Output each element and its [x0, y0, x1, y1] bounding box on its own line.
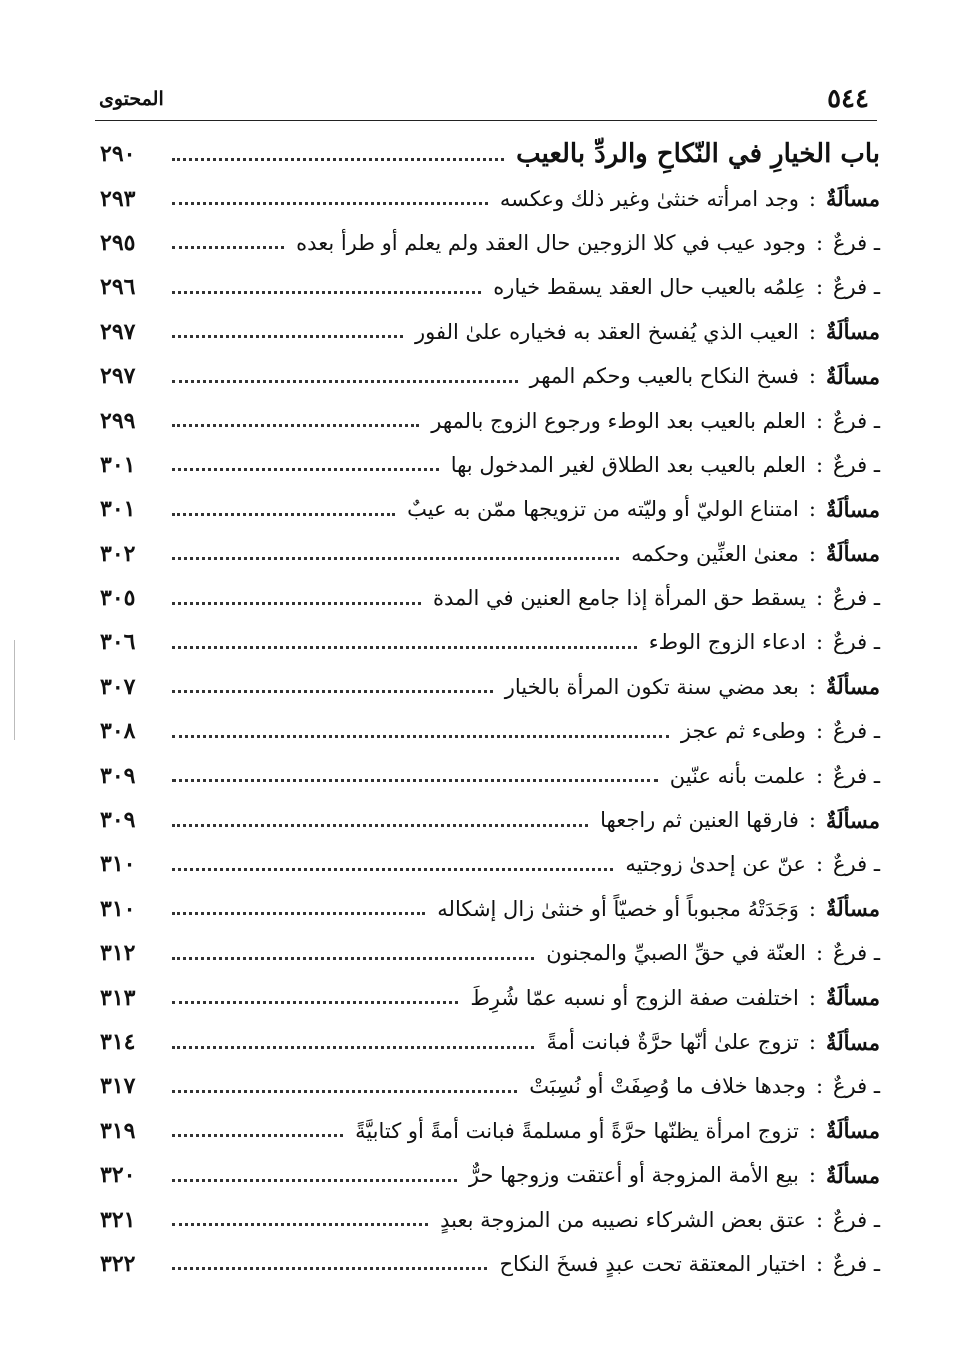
entry-title: عِلمُه بالعيب حال العقد يسقط خياره [493, 275, 806, 300]
branch-marker: ـ فرعٌ [833, 1207, 880, 1232]
dot-leader [172, 957, 534, 960]
toc-entry [100, 887, 880, 931]
entry-title: اختلفت صفة الزوج أو نسبه عمّا شُرِطَ [470, 985, 799, 1010]
colon-separator: : [808, 896, 816, 921]
issue-marker: مسألَةٌ [825, 319, 880, 345]
dot-leader [172, 246, 284, 249]
entry-title: فسخ النكاح بالعيب وحكم المهر [529, 364, 799, 389]
branch-marker: ـ فرعٌ [833, 230, 880, 255]
issue-marker: مسألَةٌ [825, 985, 880, 1011]
colon-separator: : [815, 1251, 824, 1276]
colon-separator: : [815, 763, 824, 788]
entry-title: العلم بالعيب بعد الوطء ورجوع الزوج بالمهر [431, 408, 806, 433]
issue-marker: مسألَةٌ [825, 674, 880, 700]
dot-leader [172, 1134, 343, 1137]
dot-leader [172, 1090, 517, 1093]
colon-separator: : [808, 364, 816, 389]
entry-title: وطىء ثم عجز [680, 719, 806, 744]
colon-separator: : [808, 1030, 816, 1054]
toc-entry [100, 443, 880, 487]
page-ref: ٣٠١ [100, 451, 136, 478]
toc-entry [100, 975, 880, 1019]
toc-entry [100, 221, 880, 265]
colon-separator: : [808, 674, 816, 699]
entry-title: بعد مضي سنة تكون المرأة بالخيار [504, 674, 799, 699]
colon-separator: : [815, 719, 824, 744]
branch-marker: ـ فرعٌ [833, 630, 880, 655]
toc-entry [100, 576, 880, 620]
dot-leader [172, 1267, 487, 1270]
colon-separator: : [815, 852, 824, 877]
page-ref: ٢٩٧ [100, 363, 136, 390]
entry-title: علمت بأنه عنّين [669, 763, 806, 788]
branch-marker: ـ فرعٌ [833, 452, 880, 477]
branch-marker: ـ فرعٌ [833, 1251, 880, 1276]
colon-separator: : [815, 941, 824, 966]
issue-marker: مسألَةٌ [825, 1029, 880, 1055]
dot-leader [172, 912, 425, 915]
dot-leader [172, 646, 637, 649]
dot-leader [172, 1179, 457, 1182]
toc-entry [100, 1020, 880, 1064]
page-ref: ٣٠٩ [100, 807, 136, 834]
page-ref: ٣٠٩ [100, 762, 136, 789]
entry-title: ادعاء الزوج الوطء [648, 630, 806, 655]
colon-separator: : [815, 1074, 824, 1099]
dot-leader [172, 335, 403, 338]
page-ref: ٣٢٢ [100, 1250, 136, 1277]
toc-entry [100, 1153, 880, 1197]
page-header [95, 80, 877, 121]
toc-entry [100, 354, 880, 398]
entry-title: العنّة في حقِّ الصبيِّ والمجنون [546, 941, 806, 966]
toc-entry [100, 665, 880, 709]
dot-leader [172, 735, 669, 738]
toc-entry [100, 931, 880, 975]
colon-separator: : [808, 985, 816, 1010]
toc-entry [100, 176, 880, 220]
branch-marker: ـ فرعٌ [833, 275, 880, 300]
colon-separator: : [808, 541, 816, 566]
toc-entry [100, 1064, 880, 1108]
entry-title: العيب الذي يُفسخ العقد به فخياره علىٰ الفور [414, 319, 799, 344]
issue-marker: مسألَةٌ [825, 1118, 880, 1144]
page-ref: ٣١٧ [100, 1073, 136, 1100]
page-ref: ٣١٠ [100, 895, 136, 922]
colon-separator: : [815, 408, 824, 433]
toc-entry [100, 753, 880, 797]
page-ref: ٣٠٧ [100, 673, 136, 700]
colon-separator: : [815, 230, 824, 255]
page-ref: ٢٩٩ [100, 407, 136, 434]
toc-entry [100, 842, 880, 886]
toc-entry [100, 532, 880, 576]
dot-leader [172, 158, 504, 161]
margin-line [14, 640, 15, 740]
branch-marker: ـ فرعٌ [833, 586, 880, 611]
toc-entry [100, 398, 880, 442]
issue-marker: مسألَةٌ [825, 896, 880, 922]
page-ref: ٣٢٠ [100, 1162, 136, 1189]
page-ref: ٢٩٦ [100, 274, 136, 301]
toc-entry [100, 265, 880, 309]
toc-entry [100, 310, 880, 354]
toc-entry [100, 620, 880, 664]
branch-marker: ـ فرعٌ [833, 852, 880, 877]
chapter-title: باب الخيارِ في النّكاحِ والردِّ بالعيب [516, 139, 880, 170]
dot-leader [172, 690, 493, 693]
dot-leader [172, 291, 481, 294]
entry-title: العلم بالعيب بعد الطلاق لغير المدخول بها [450, 452, 806, 477]
colon-separator: : [808, 808, 816, 833]
colon-separator: : [808, 186, 816, 211]
colon-separator: : [815, 630, 824, 655]
branch-marker: ـ فرعٌ [833, 1074, 880, 1099]
toc-entry [100, 709, 880, 753]
issue-marker: مسألَةٌ [825, 186, 880, 212]
table-of-contents [100, 132, 880, 1286]
dot-leader [172, 868, 613, 871]
page-ref: ٢٩٣ [100, 185, 136, 212]
toc-entry [100, 1109, 880, 1153]
page-ref: ٢٩٥ [100, 229, 136, 256]
dot-leader [172, 1046, 534, 1049]
colon-separator: : [815, 275, 824, 300]
branch-marker: ـ فرعٌ [833, 941, 880, 966]
page-ref: ٣١٢ [100, 940, 136, 967]
page-ref: ٢٩٠ [100, 141, 136, 168]
page-ref: ٣٢١ [100, 1206, 136, 1233]
dot-leader [172, 424, 419, 427]
colon-separator: : [815, 1207, 824, 1232]
colon-separator: : [815, 586, 824, 611]
dot-leader [172, 824, 588, 827]
colon-separator: : [808, 497, 816, 522]
entry-title: وجد امرأته خنثىٰ وغير ذلك وعكسه [499, 186, 799, 211]
entry-title: بيع الأمة المزوجة أو أعتقت وزوجها حرٌّ [468, 1163, 799, 1188]
dot-leader [172, 602, 421, 605]
entry-title: وَجَدَتْهُ مجبوباً أو خصيّاً أو خنثىٰ زال إشكاله [437, 896, 799, 921]
branch-marker: ـ فرعٌ [833, 763, 880, 788]
entry-title: وجود عيب في كلا الزوجين حال العقد ولم يعلم أو طرأ بعده [296, 230, 806, 255]
colon-separator: : [808, 319, 816, 344]
page-ref: ٣١٩ [100, 1117, 136, 1144]
dot-leader [172, 779, 658, 782]
toc-entry [100, 1242, 880, 1286]
dot-leader [172, 1223, 428, 1226]
issue-marker: مسألَةٌ [825, 541, 880, 567]
chapter-heading-row [100, 132, 880, 176]
toc-entry [100, 798, 880, 842]
toc-entry [100, 487, 880, 531]
entry-title: اختيار المعتقة تحت عبدٍ فسخَ النكاح [499, 1251, 806, 1276]
page-ref: ٣١٠ [100, 851, 136, 878]
issue-marker: مسألَةٌ [825, 807, 880, 833]
dot-leader [172, 202, 488, 205]
entry-title: وجدها خلاف ما وُصِفَتْ أو نُسِبَتْ [529, 1074, 806, 1099]
colon-separator: : [815, 452, 824, 477]
dot-leader [172, 557, 619, 560]
issue-marker: مسألَةٌ [825, 363, 880, 389]
issue-marker: مسألَةٌ [825, 496, 880, 522]
entry-title: فارقها العنين ثم راجعها [600, 808, 799, 833]
entry-title: عتق بعض الشركاء نصيبه من المزوجة بعبدٍ [440, 1207, 806, 1232]
page-ref: ٣٠٢ [100, 540, 136, 567]
colon-separator: : [808, 1118, 816, 1143]
page-ref: ٣١٤ [100, 1029, 136, 1055]
page-ref: ٣٠٥ [100, 585, 136, 612]
dot-leader [172, 380, 518, 383]
issue-marker: مسألَةٌ [825, 1162, 880, 1188]
dot-leader [172, 468, 439, 471]
page-number: ٥٤٤ [827, 84, 869, 114]
entry-title: امتناع الوليّ أو وليّته من تزويجها ممّن به عيبٌ [407, 497, 799, 522]
dot-leader [172, 1001, 458, 1004]
entry-title: تزوج امرأة يظنّها حرَّةً أو مسلمةً فبانت أمةً أو كتابيَّةً [355, 1118, 799, 1143]
branch-marker: ـ فرعٌ [833, 719, 880, 744]
dot-leader [172, 513, 395, 516]
entry-title: تزوج علىٰ أنّها حرَّةٌ فبانت أمةً [546, 1030, 799, 1054]
running-title: المحتوى [99, 88, 164, 110]
branch-marker: ـ فرعٌ [833, 408, 880, 433]
page-ref: ٣٠٨ [100, 718, 136, 745]
entry-title: عنّ عن إحدىٰ زوجتيه [625, 852, 806, 877]
colon-separator: : [808, 1163, 816, 1188]
page-ref: ٣١٣ [100, 984, 136, 1011]
entry-title: معنىٰ العنِّين وحكمه [631, 541, 799, 566]
page-ref: ٢٩٧ [100, 318, 136, 345]
page-ref: ٣٠١ [100, 496, 136, 523]
toc-entry [100, 1197, 880, 1241]
entry-title: يسقط حق المرأة إذا جامع العنين في المدة [432, 586, 806, 611]
page-ref: ٣٠٦ [100, 629, 136, 656]
